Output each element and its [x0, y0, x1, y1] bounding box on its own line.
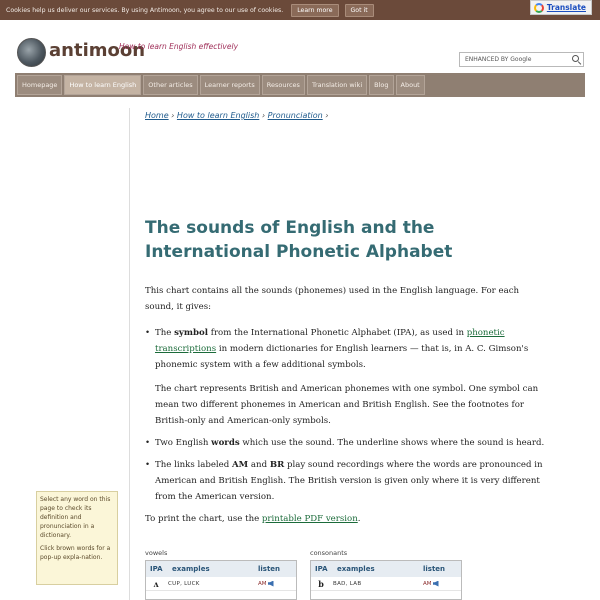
- bold-text: AM: [232, 460, 249, 470]
- consonants-table: [310, 560, 462, 600]
- site-logo[interactable]: antimoon: [49, 40, 146, 61]
- text: The links labeled: [155, 460, 232, 470]
- breadcrumb-sep: ›: [261, 111, 266, 120]
- feature-list: [145, 325, 545, 505]
- text: The: [155, 328, 175, 338]
- moon-logo-icon[interactable]: [17, 38, 46, 67]
- ipa-symbol: ʌ: [153, 578, 159, 589]
- google-icon: [534, 3, 544, 13]
- vowels-label: vowels: [145, 549, 168, 557]
- col-examples: examples: [337, 565, 375, 573]
- nav-item-how-to-learn[interactable]: How to learn English: [64, 75, 141, 95]
- help-text: Select any word on this page to check its definition and pronunciation in a dictionary.: [40, 496, 111, 539]
- breadcrumb-sep: ›: [171, 111, 175, 120]
- speaker-icon[interactable]: [433, 581, 439, 587]
- text: in modern dictionaries for English learners — that is, in A. C. Gimson's phonemic system with a few additional symbols.: [155, 344, 529, 370]
- translate-label: Translate: [546, 3, 586, 12]
- search-icon[interactable]: [570, 53, 583, 66]
- site-header: [0, 22, 600, 72]
- list-item: [145, 435, 545, 451]
- table-header: [311, 561, 461, 577]
- speaker-icon[interactable]: [268, 581, 274, 587]
- translate-button[interactable]: [530, 0, 592, 15]
- nav-item-blog[interactable]: Blog: [369, 75, 393, 95]
- cookie-text: Cookies help us deliver our services. By using Antimoon, you agree to our use of cookies.: [6, 6, 284, 14]
- search-input[interactable]: [459, 52, 584, 67]
- cookie-bar: [0, 0, 600, 20]
- learn-more-button[interactable]: Learn more: [291, 4, 338, 17]
- vowels-table: [145, 560, 297, 600]
- am-label: AM: [258, 580, 267, 587]
- page-title: The sounds of English and the International Phonetic Alphabet: [145, 218, 453, 262]
- nav-item-resources[interactable]: Resources: [262, 75, 305, 95]
- col-listen: listen: [423, 565, 446, 573]
- ipa-symbol: b: [318, 578, 324, 589]
- breadcrumb-home[interactable]: Home: [145, 111, 169, 120]
- breadcrumb-sep: ›: [325, 111, 329, 120]
- help-box: [36, 491, 118, 585]
- got-it-button[interactable]: Got it: [345, 4, 374, 17]
- nav-item-about[interactable]: About: [396, 75, 425, 95]
- list-item: [145, 325, 545, 429]
- sidebar-divider: [129, 108, 130, 600]
- consonants-label: consonants: [310, 549, 348, 557]
- text: Two English: [155, 438, 212, 448]
- example-words: BAD, LAB: [333, 580, 362, 587]
- col-ipa: IPA: [150, 565, 163, 573]
- nav-item-other-articles[interactable]: Other articles: [143, 75, 197, 95]
- list-item: [145, 457, 545, 505]
- table-row: [146, 577, 296, 591]
- text: and: [248, 460, 270, 470]
- print-paragraph: [145, 511, 545, 527]
- text: To print the chart, use the: [145, 514, 262, 524]
- nav-item-homepage[interactable]: Homepage: [17, 75, 62, 95]
- search-placeholder: ENHANCED BY Google: [465, 56, 532, 63]
- nav-item-learner-reports[interactable]: Learner reports: [200, 75, 260, 95]
- col-listen: listen: [258, 565, 281, 573]
- col-examples: examples: [172, 565, 210, 573]
- listen-am-link[interactable]: [423, 581, 461, 587]
- intro-paragraph: This chart contains all the sounds (phonemes) used in the English language. For each sound, it gives:: [145, 286, 520, 312]
- col-ipa: IPA: [315, 565, 328, 573]
- breadcrumb: [145, 111, 328, 120]
- nav-item-translation-wiki[interactable]: Translation wiki: [307, 75, 367, 95]
- sub-paragraph: The chart represents British and American phonemes with one symbol. One symbol can mean two different phonemes in American and British English. See the footnotes for British-only and American-only symbols.: [155, 384, 539, 426]
- article-body: [145, 283, 545, 537]
- table-header: [146, 561, 296, 577]
- site-tagline: How to learn English effectively: [119, 42, 239, 51]
- text: .: [357, 514, 361, 524]
- text: play sound recordings where the words are pronounced in American and British English. The British version is given only where it is very different from the American version.: [155, 460, 543, 502]
- phonetic-transcriptions-link[interactable]: phonetic transcriptions: [155, 328, 505, 354]
- main-nav: [15, 73, 585, 97]
- bold-text: words: [211, 438, 240, 448]
- text: from the International Phonetic Alphabet (IPA), as used in: [208, 328, 467, 338]
- bold-text: BR: [269, 460, 285, 470]
- breadcrumb-section[interactable]: How to learn English: [176, 111, 260, 120]
- breadcrumb-page[interactable]: Pronunciation: [267, 111, 323, 120]
- pdf-version-link[interactable]: printable PDF version: [261, 514, 358, 524]
- am-label: AM: [423, 580, 432, 587]
- help-text: Click brown words for a pop-up expla-nation.: [40, 545, 111, 561]
- bold-text: symbol: [174, 328, 209, 338]
- table-row: [311, 577, 461, 591]
- example-words: CUP, LUCK: [168, 580, 200, 587]
- text: which use the sound. The underline shows where the sound is heard.: [239, 438, 545, 448]
- listen-am-link[interactable]: [258, 581, 296, 587]
